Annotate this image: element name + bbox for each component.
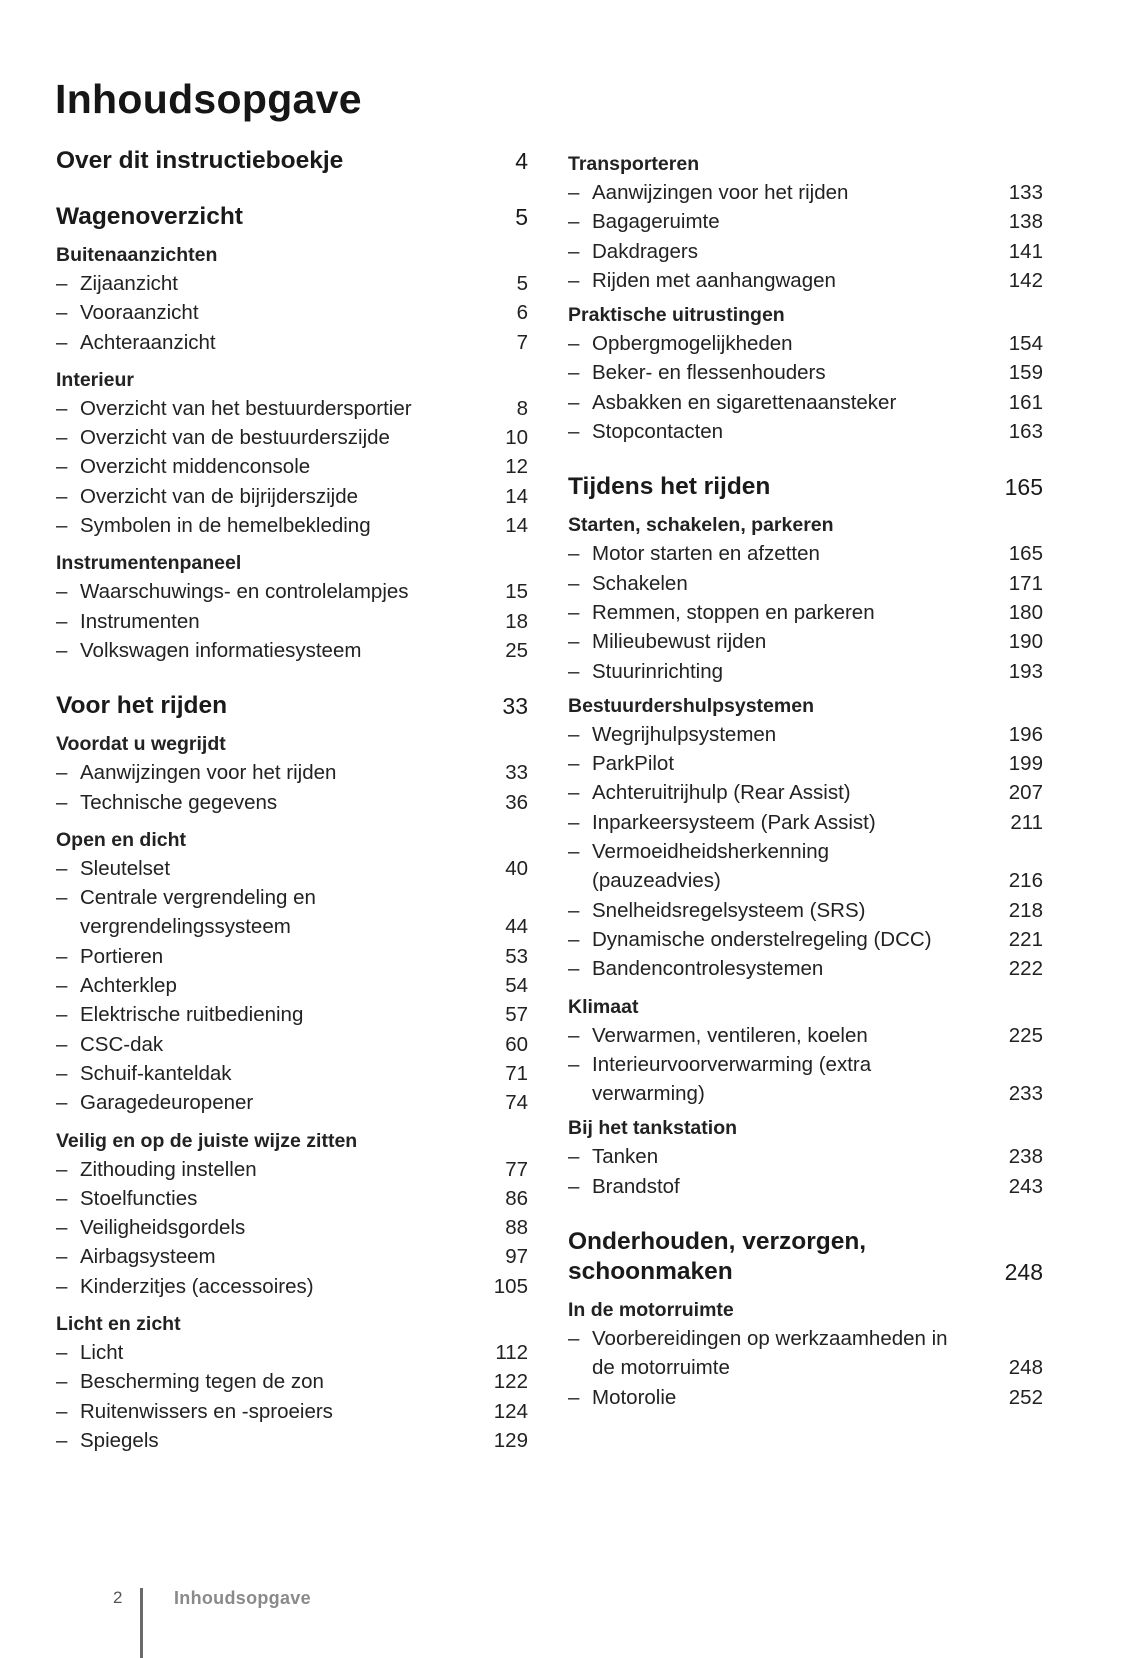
section-title: In de motorruimte — [568, 1299, 734, 1322]
toc-item[interactable] — [568, 1142, 1043, 1171]
item-label: Portieren — [80, 944, 164, 968]
page-number: 171 — [1008, 571, 1043, 595]
item-label: Technische gegevens — [80, 790, 278, 814]
page-number: 159 — [1008, 361, 1043, 385]
item-label: Brandstof — [592, 1174, 680, 1198]
dash-bullet: – — [56, 638, 68, 662]
toc-item[interactable] — [56, 423, 528, 452]
toc-item[interactable] — [56, 328, 528, 357]
chapter-title: Wagenoverzicht — [56, 203, 243, 230]
toc-item[interactable] — [568, 1050, 1043, 1079]
section-title: Buitenaanzichten — [56, 244, 218, 266]
page-number: 248 — [1008, 1356, 1043, 1380]
dash-bullet: – — [568, 332, 580, 356]
dash-bullet: – — [56, 761, 68, 785]
page-number: 74 — [505, 1091, 528, 1115]
page-number: 44 — [505, 915, 528, 939]
item-label: verwarming) — [592, 1082, 705, 1106]
item-label: Stoelfuncties — [80, 1186, 198, 1210]
item-label: Elektrische ruitbediening — [80, 1003, 304, 1027]
toc-left-column — [56, 146, 528, 1455]
item-label: Bescherming tegen de zon — [80, 1370, 324, 1394]
dash-bullet: – — [56, 944, 68, 968]
dash-bullet: – — [56, 272, 68, 295]
dash-bullet: – — [568, 630, 580, 654]
toc-section-starten-schakelen-parkeren — [568, 511, 1043, 539]
chapter-title: Voor het rijden — [56, 692, 228, 720]
item-label: de motorruimte — [592, 1356, 730, 1380]
chapter-title: Tijdens het rijden — [568, 473, 771, 501]
item-label: Overzicht middenconsole — [80, 455, 311, 479]
page-number: 33 — [505, 761, 528, 785]
page-number: 163 — [1008, 420, 1043, 444]
dash-bullet: – — [56, 1032, 68, 1056]
item-label: Zithouding instellen — [80, 1157, 257, 1181]
page-number: 165 — [1004, 474, 1043, 501]
toc-item[interactable] — [56, 452, 528, 481]
section-title: Licht en zicht — [56, 1313, 181, 1336]
toc-item[interactable] — [568, 178, 1043, 207]
toc-item[interactable] — [56, 758, 528, 787]
page-number: 88 — [505, 1216, 528, 1240]
page-number: 165 — [1008, 542, 1043, 566]
page-number: 190 — [1008, 630, 1043, 654]
toc-item[interactable] — [56, 883, 528, 912]
toc-item[interactable] — [568, 720, 1043, 749]
toc-section-licht-en-zicht — [56, 1310, 528, 1338]
item-label: Overzicht van de bijrijderszijde — [80, 484, 359, 508]
section-title: Veilig en op de juiste wijze zitten — [56, 1129, 358, 1152]
toc-item[interactable] — [56, 269, 528, 298]
toc-item[interactable] — [56, 1213, 528, 1242]
section-title: Praktische uitrustingen — [568, 304, 785, 327]
dash-bullet: – — [568, 659, 580, 683]
footer-running-title: Inhoudsopgave — [174, 1588, 311, 1608]
dash-bullet: – — [568, 1327, 580, 1351]
page-number: 238 — [1008, 1145, 1043, 1169]
dash-bullet: – — [56, 1428, 68, 1452]
toc-section-instrumentenpaneel — [56, 549, 528, 577]
item-label: vergrendelingssysteem — [80, 915, 291, 939]
toc-item[interactable] — [568, 388, 1043, 417]
dash-bullet: – — [56, 609, 68, 633]
toc-item-continuation[interactable] — [568, 1079, 1043, 1108]
item-label: Dynamische onderstelregeling (DCC) — [592, 927, 932, 951]
section-title: Starten, schakelen, parkeren — [568, 514, 834, 537]
toc-item[interactable] — [568, 657, 1043, 686]
dash-bullet: – — [56, 1341, 68, 1365]
item-label: Ruitenwissers en -sproeiers — [80, 1399, 333, 1423]
dash-bullet: – — [56, 484, 68, 508]
toc-chapter-onderhouden[interactable] — [568, 1227, 1043, 1257]
toc-item[interactable] — [56, 1242, 528, 1271]
toc-section-interieur — [56, 366, 528, 394]
dash-bullet: – — [56, 1216, 68, 1240]
toc-section-voordat-u-wegrijdt — [56, 730, 528, 758]
item-label: Dakdragers — [592, 239, 698, 263]
item-label: Centrale vergrendeling en — [80, 886, 316, 910]
page-number: 5 — [516, 272, 528, 295]
page-number: 207 — [1008, 781, 1043, 805]
page-number: 196 — [1008, 722, 1043, 746]
item-label: ParkPilot — [592, 752, 675, 776]
toc-item[interactable] — [568, 207, 1043, 236]
dash-bullet: – — [56, 1399, 68, 1423]
page-number: 53 — [505, 944, 528, 968]
page-number: 33 — [502, 693, 528, 720]
dash-bullet: – — [568, 1174, 580, 1198]
item-label: Motor starten en afzetten — [592, 542, 820, 566]
page-number: 122 — [493, 1370, 528, 1394]
page-number: 105 — [493, 1274, 528, 1298]
toc-item[interactable] — [56, 1367, 528, 1396]
dash-bullet: – — [568, 268, 580, 292]
toc-section-praktische-uitrustingen — [568, 301, 1043, 329]
page-number: 15 — [505, 580, 528, 604]
item-label: Inparkeersysteem (Park Assist) — [592, 810, 876, 834]
page-number: 133 — [1008, 181, 1043, 204]
page-number: 14 — [505, 484, 528, 508]
dash-bullet: – — [568, 210, 580, 234]
item-label: Stopcontacten — [592, 420, 724, 444]
page-number: 211 — [1010, 810, 1043, 834]
item-label: Beker- en flessenhouders — [592, 361, 826, 385]
dash-bullet: – — [568, 898, 580, 922]
item-label: Zijaanzicht — [80, 272, 178, 295]
item-label: Milieubewust rijden — [592, 630, 767, 654]
toc-item[interactable] — [56, 394, 528, 423]
toc-item[interactable] — [568, 329, 1043, 358]
dash-bullet: – — [568, 571, 580, 595]
toc-chapter-voor-het-rijden[interactable] — [56, 691, 528, 721]
dash-bullet: – — [568, 542, 580, 566]
toc-section-veilig-zitten — [56, 1127, 528, 1155]
toc-item[interactable] — [568, 925, 1043, 954]
section-title: Bij het tankstation — [568, 1117, 738, 1140]
toc-right-column — [568, 150, 1043, 1412]
dash-bullet: – — [568, 390, 580, 414]
page-number: 216 — [1008, 869, 1043, 893]
toc-item[interactable] — [568, 598, 1043, 627]
dash-bullet: – — [568, 420, 580, 444]
toc-item[interactable] — [568, 358, 1043, 387]
item-label: Voorbereidingen op werkzaamheden in — [592, 1327, 948, 1351]
item-label: Verwarmen, ventileren, koelen — [592, 1023, 868, 1047]
toc-item[interactable] — [56, 482, 528, 511]
chapter-title: schoonmaken — [568, 1258, 733, 1286]
toc-section-bij-het-tankstation — [568, 1114, 1043, 1142]
item-label: Overzicht van de bestuurderszijde — [80, 426, 390, 450]
page-title: Inhoudsopgave — [55, 76, 362, 122]
dash-bullet: – — [56, 1186, 68, 1210]
page-number: 7 — [516, 330, 528, 354]
toc-item[interactable] — [568, 1021, 1043, 1050]
page-number: 243 — [1008, 1174, 1043, 1198]
item-label: Bagageruimte — [592, 210, 720, 234]
toc-item[interactable] — [56, 1426, 528, 1455]
page-number: 77 — [505, 1157, 528, 1181]
dash-bullet: – — [56, 1061, 68, 1085]
toc-item[interactable] — [56, 854, 528, 883]
page-number: 5 — [515, 204, 528, 230]
section-title: Instrumentenpaneel — [56, 552, 242, 575]
toc-item[interactable] — [568, 896, 1043, 925]
section-title: Klimaat — [568, 995, 639, 1018]
toc-section-buitenaanzichten — [56, 241, 528, 269]
dash-bullet: – — [568, 1023, 580, 1047]
dash-bullet: – — [568, 361, 580, 385]
toc-section-open-en-dicht — [56, 826, 528, 854]
toc-section-klimaat — [568, 993, 1043, 1021]
dash-bullet: – — [568, 181, 580, 204]
page-number: 142 — [1008, 268, 1043, 292]
toc-item[interactable] — [56, 971, 528, 1000]
toc-item[interactable] — [56, 1059, 528, 1088]
dash-bullet: – — [56, 1003, 68, 1027]
toc-item[interactable] — [568, 1324, 1043, 1353]
dash-bullet: – — [56, 1091, 68, 1115]
dash-bullet: – — [56, 856, 68, 880]
toc-item[interactable] — [568, 778, 1043, 807]
item-label: (pauzeadvies) — [592, 869, 721, 893]
item-label: Sleutelset — [80, 856, 171, 880]
toc-item[interactable] — [56, 1000, 528, 1029]
toc-item[interactable] — [56, 1155, 528, 1184]
page-number: 60 — [505, 1032, 528, 1056]
page-number: 129 — [493, 1428, 528, 1452]
page-number: 233 — [1008, 1082, 1043, 1106]
page-number: 6 — [516, 301, 528, 325]
item-label: Airbagsysteem — [80, 1245, 216, 1269]
toc-chapter-onderhouden-continuation[interactable] — [568, 1257, 1043, 1287]
page-number: 141 — [1008, 239, 1043, 263]
toc-item[interactable] — [56, 1272, 528, 1301]
page-number: 36 — [505, 790, 528, 814]
page-number: 14 — [505, 514, 528, 538]
item-label: Overzicht van het bestuurdersportier — [80, 396, 412, 420]
dash-bullet: – — [56, 330, 68, 354]
item-label: Schakelen — [592, 571, 688, 595]
dash-bullet: – — [56, 514, 68, 538]
dash-bullet: – — [56, 974, 68, 998]
section-title: Bestuurdershulpsystemen — [568, 694, 814, 717]
page-number: 112 — [495, 1341, 528, 1365]
toc-chapter-tijdens-het-rijden[interactable] — [568, 472, 1043, 502]
dash-bullet: – — [56, 1157, 68, 1181]
page-number: 57 — [505, 1003, 528, 1027]
toc-section-transporteren — [568, 150, 1043, 178]
item-label: Achterklep — [80, 974, 177, 998]
item-label: Schuif-kanteldak — [80, 1061, 232, 1085]
page-number: 71 — [505, 1061, 528, 1085]
toc-item[interactable] — [56, 942, 528, 971]
dash-bullet: – — [56, 790, 68, 814]
item-label: Kinderzitjes (accessoires) — [80, 1274, 314, 1298]
item-label: Garagedeuropener — [80, 1091, 254, 1115]
page-number: 252 — [1008, 1385, 1043, 1409]
dash-bullet: – — [568, 752, 580, 776]
dash-bullet: – — [56, 1370, 68, 1394]
toc-section-in-de-motorruimte — [568, 1296, 1043, 1324]
page-number: 54 — [505, 974, 528, 998]
toc-item-continuation[interactable] — [56, 912, 528, 941]
page-number: 193 — [1008, 659, 1043, 683]
toc-item[interactable] — [568, 569, 1043, 598]
page-number: 8 — [516, 396, 528, 420]
page-number: 40 — [505, 856, 528, 880]
page-number: 18 — [505, 609, 528, 633]
dash-bullet: – — [568, 927, 580, 951]
toc-chapter-over-dit-instructieboekje[interactable] — [56, 146, 528, 176]
item-label: Achteruitrijhulp (Rear Assist) — [592, 781, 851, 805]
toc-section-bestuurdershulpsystemen — [568, 692, 1043, 720]
footer-divider — [140, 1588, 143, 1658]
section-title: Interieur — [56, 368, 135, 391]
page-number: 154 — [1008, 332, 1043, 356]
page-number: 138 — [1008, 210, 1043, 234]
toc-item[interactable] — [56, 1397, 528, 1426]
page-number: 12 — [505, 455, 528, 479]
item-label: Tanken — [592, 1145, 659, 1169]
item-label: CSC-dak — [80, 1032, 164, 1056]
item-label: Aanwijzingen voor het rijden — [592, 181, 849, 204]
item-label: Veiligheidsgordels — [80, 1216, 246, 1240]
dash-bullet: – — [568, 781, 580, 805]
page-number: 221 — [1008, 927, 1043, 951]
page-number: 10 — [505, 426, 528, 450]
item-label: Wegrijhulpsystemen — [592, 722, 777, 746]
item-label: Volkswagen informatiesysteem — [80, 638, 362, 662]
dash-bullet: – — [568, 1052, 580, 1076]
toc-item[interactable] — [56, 511, 528, 540]
item-label: Interieurvoorverwarming (extra — [592, 1052, 872, 1076]
item-label: Bandencontrolesystemen — [592, 957, 824, 981]
item-label: Aanwijzingen voor het rijden — [80, 761, 337, 785]
toc-item[interactable] — [568, 237, 1043, 266]
item-label: Symbolen in de hemelbekleding — [80, 514, 371, 538]
toc-item[interactable] — [56, 577, 528, 606]
toc-item[interactable] — [56, 1030, 528, 1059]
page-number: 25 — [505, 638, 528, 662]
dash-bullet: – — [56, 1274, 68, 1298]
toc-item[interactable] — [56, 636, 528, 665]
chapter-title: Onderhouden, verzorgen, — [568, 1228, 867, 1256]
toc-item[interactable] — [56, 298, 528, 327]
dash-bullet: – — [56, 301, 68, 325]
item-label: Licht — [80, 1341, 124, 1365]
page-number: 218 — [1008, 898, 1043, 922]
toc-chapter-wagenoverzicht[interactable] — [56, 202, 528, 232]
page-number: 225 — [1008, 1023, 1043, 1047]
page-number: 124 — [493, 1399, 528, 1423]
item-label: Asbakken en sigarettenaansteker — [592, 390, 897, 414]
dash-bullet: – — [568, 840, 580, 864]
dash-bullet: – — [56, 1245, 68, 1269]
section-title: Open en dicht — [56, 828, 187, 851]
section-title: Transporteren — [568, 153, 700, 175]
page-number: 199 — [1008, 752, 1043, 776]
toc-item[interactable] — [56, 788, 528, 817]
page-number: 161 — [1008, 390, 1043, 414]
item-label: Spiegels — [80, 1428, 159, 1452]
item-label: Stuurinrichting — [592, 659, 724, 683]
dash-bullet: – — [56, 886, 68, 910]
toc-item[interactable] — [568, 417, 1043, 446]
dash-bullet: – — [56, 455, 68, 479]
toc-item[interactable] — [56, 607, 528, 636]
item-label: Achteraanzicht — [80, 330, 216, 354]
toc-item[interactable] — [568, 539, 1043, 568]
dash-bullet: – — [568, 1145, 580, 1169]
dash-bullet: – — [568, 810, 580, 834]
item-label: Waarschuwings- en controlelampjes — [80, 580, 409, 604]
toc-item[interactable] — [568, 808, 1043, 837]
toc-item[interactable] — [56, 1338, 528, 1367]
toc-item[interactable] — [568, 749, 1043, 778]
footer-page-number: 2 — [113, 1588, 123, 1607]
page-number: 180 — [1008, 600, 1043, 624]
item-label: Vooraanzicht — [80, 301, 199, 325]
dash-bullet: – — [56, 580, 68, 604]
toc-item[interactable] — [568, 627, 1043, 656]
toc-item-continuation[interactable] — [568, 1353, 1043, 1382]
item-label: Opbergmogelijkheden — [592, 332, 793, 356]
chapter-title: Over dit instructieboekje — [56, 147, 344, 174]
dash-bullet: – — [568, 722, 580, 746]
item-label: Remmen, stoppen en parkeren — [592, 600, 875, 624]
section-title: Voordat u wegrijdt — [56, 733, 226, 756]
dash-bullet: – — [56, 426, 68, 450]
toc-item[interactable] — [568, 954, 1043, 983]
dash-bullet: – — [568, 600, 580, 624]
toc-item[interactable] — [568, 1172, 1043, 1201]
dash-bullet: – — [568, 1385, 580, 1409]
dash-bullet: – — [568, 957, 580, 981]
item-label: Instrumenten — [80, 609, 200, 633]
page-number: 248 — [1004, 1259, 1043, 1286]
toc-item[interactable] — [568, 266, 1043, 295]
dash-bullet: – — [568, 239, 580, 263]
toc-item[interactable] — [56, 1088, 528, 1117]
item-label: Vermoeidheidsherkenning — [592, 840, 830, 864]
toc-item[interactable] — [56, 1184, 528, 1213]
page-number: 97 — [505, 1245, 528, 1269]
page-number: 4 — [515, 148, 528, 174]
page-number: 222 — [1008, 957, 1043, 981]
toc-item[interactable] — [568, 837, 1043, 866]
item-label: Snelheidsregelsysteem (SRS) — [592, 898, 866, 922]
toc-item-continuation[interactable] — [568, 866, 1043, 895]
page-number: 86 — [505, 1186, 528, 1210]
toc-item[interactable] — [568, 1383, 1043, 1412]
dash-bullet: – — [56, 396, 68, 420]
item-label: Motorolie — [592, 1385, 677, 1409]
item-label: Rijden met aanhangwagen — [592, 268, 836, 292]
